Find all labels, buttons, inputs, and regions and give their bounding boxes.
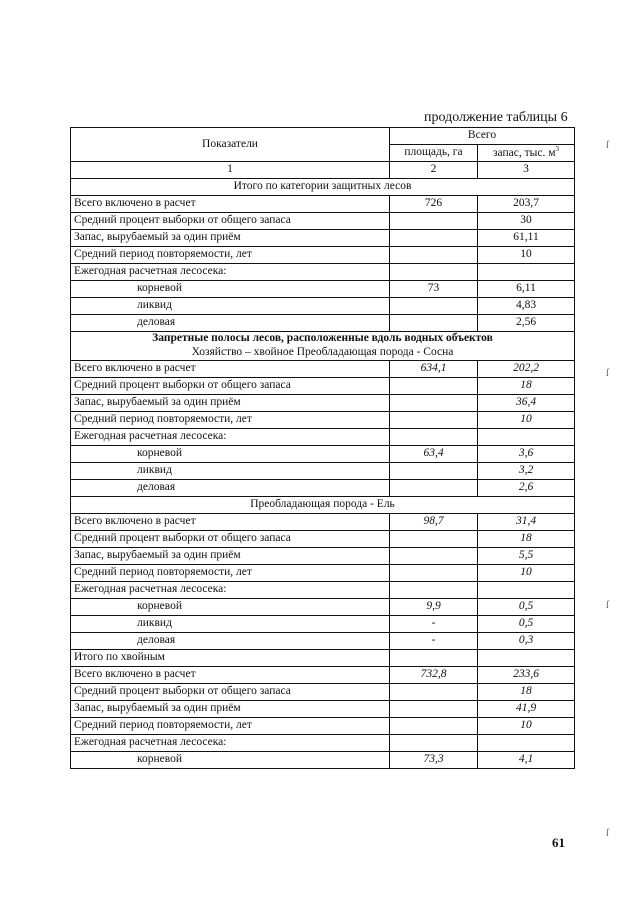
table-row — [71, 445, 575, 462]
table-row — [71, 615, 575, 632]
row-stock: 4,1 — [478, 751, 575, 768]
row-stock: 203,7 — [478, 196, 575, 213]
row-label: Средний период повторяемости, лет — [71, 247, 390, 264]
row-label: Запас, вырубаемый за один приём — [71, 547, 390, 564]
row-stock: 3,2 — [478, 462, 575, 479]
row-area — [390, 530, 478, 547]
row-stock: 0,5 — [478, 598, 575, 615]
table-row — [71, 298, 575, 315]
row-area — [390, 734, 478, 751]
row-stock: 10 — [478, 717, 575, 734]
table-row — [71, 377, 575, 394]
row-stock — [478, 734, 575, 751]
row-label: Всего включено в расчет — [71, 360, 390, 377]
row-area: 63,4 — [390, 445, 478, 462]
row-stock: 2,6 — [478, 479, 575, 496]
table-row — [71, 564, 575, 581]
row-area: 73 — [390, 281, 478, 298]
row-label: Ежегодная расчетная лесосека: — [71, 581, 390, 598]
section-title: Итого по хвойным — [71, 649, 390, 666]
row-area — [390, 564, 478, 581]
row-area — [390, 377, 478, 394]
row-area — [390, 700, 478, 717]
table-row — [71, 632, 575, 649]
row-area: 634,1 — [390, 360, 478, 377]
row-stock: 202,2 — [478, 360, 575, 377]
scan-mark: ſ — [606, 368, 609, 379]
row-area: - — [390, 632, 478, 649]
column-number-1: 1 — [71, 162, 390, 179]
row-label: Средний процент выборки от общего запаса — [71, 213, 390, 230]
row-label: Средний период повторяемости, лет — [71, 717, 390, 734]
row-label: Средний процент выборки от общего запаса — [71, 377, 390, 394]
row-stock: 10 — [478, 411, 575, 428]
row-stock — [478, 649, 575, 666]
table-row — [71, 683, 575, 700]
row-area — [390, 411, 478, 428]
row-area — [390, 462, 478, 479]
table-row — [71, 751, 575, 768]
column-header-indicator: Показатели — [71, 128, 390, 162]
scan-mark: ſ — [606, 828, 609, 839]
row-area — [390, 428, 478, 445]
table-row — [71, 264, 575, 281]
row-label: Ежегодная расчетная лесосека: — [71, 734, 390, 751]
row-area — [390, 230, 478, 247]
row-area — [390, 547, 478, 564]
row-stock: 3,6 — [478, 445, 575, 462]
row-area — [390, 247, 478, 264]
row-stock — [478, 428, 575, 445]
row-stock: 6,11 — [478, 281, 575, 298]
section-row — [71, 649, 575, 666]
stock-label: запас, тыс. м — [493, 147, 556, 160]
row-area: 73,3 — [390, 751, 478, 768]
row-area — [390, 264, 478, 281]
row-stock: 30 — [478, 213, 575, 230]
table-row — [71, 598, 575, 615]
row-area — [390, 315, 478, 332]
row-area — [390, 649, 478, 666]
page-number: 61 — [552, 835, 565, 850]
row-label: Средний процент выборки от общего запаса — [71, 683, 390, 700]
table-row — [71, 717, 575, 734]
table-row — [71, 479, 575, 496]
column-header-total: Всего — [390, 128, 575, 145]
row-area: 726 — [390, 196, 478, 213]
row-label: Ежегодная расчетная лесосека: — [71, 264, 390, 281]
row-label: Средний период повторяемости, лет — [71, 411, 390, 428]
row-label: корневой — [71, 751, 390, 768]
row-stock: 41,9 — [478, 700, 575, 717]
row-area — [390, 213, 478, 230]
row-stock — [478, 264, 575, 281]
row-stock: 10 — [478, 564, 575, 581]
row-stock: 0,3 — [478, 632, 575, 649]
forest-data-table — [70, 127, 575, 769]
row-stock: 2,56 — [478, 315, 575, 332]
scan-mark: ſ — [606, 600, 609, 611]
section-title: Итого по категории защитных лесов — [71, 179, 575, 196]
table-row — [71, 411, 575, 428]
row-stock: 10 — [478, 247, 575, 264]
row-area — [390, 479, 478, 496]
table-row — [71, 196, 575, 213]
row-label: Всего включено в расчет — [71, 196, 390, 213]
row-stock: 0,5 — [478, 615, 575, 632]
stock-unit-superscript: 3 — [555, 145, 559, 154]
row-label: деловая — [71, 632, 390, 649]
row-label: корневой — [71, 445, 390, 462]
row-area: 9,9 — [390, 598, 478, 615]
table-row — [71, 394, 575, 411]
table-row — [71, 462, 575, 479]
row-stock: 18 — [478, 377, 575, 394]
section-row — [71, 179, 575, 196]
row-stock: 233,6 — [478, 666, 575, 683]
table-row — [71, 734, 575, 751]
row-label: Средний процент выборки от общего запаса — [71, 530, 390, 547]
table-row — [71, 281, 575, 298]
table-row — [71, 666, 575, 683]
row-label: деловая — [71, 479, 390, 496]
row-area: - — [390, 615, 478, 632]
row-label: Ежегодная расчетная лесосека: — [71, 428, 390, 445]
table-row — [71, 547, 575, 564]
row-stock: 18 — [478, 683, 575, 700]
row-label: Всего включено в расчет — [71, 666, 390, 683]
row-area — [390, 298, 478, 315]
section-row — [71, 332, 575, 361]
section-title-line2: Хозяйство – хвойное Преобладающая порода - Сосна — [191, 345, 454, 358]
row-label: корневой — [71, 598, 390, 615]
row-area — [390, 581, 478, 598]
row-area: 98,7 — [390, 513, 478, 530]
section-title — [71, 332, 575, 361]
row-label: ликвид — [71, 462, 390, 479]
table-row — [71, 428, 575, 445]
column-number-row — [71, 162, 575, 179]
column-header-area: площадь, га — [390, 145, 478, 162]
scan-mark: ſ — [606, 140, 609, 151]
table-row — [71, 700, 575, 717]
row-stock — [478, 581, 575, 598]
row-label: Запас, вырубаемый за один приём — [71, 394, 390, 411]
table-row — [71, 213, 575, 230]
column-header-stock — [478, 145, 575, 162]
table-row — [71, 360, 575, 377]
table-row — [71, 513, 575, 530]
row-label: ликвид — [71, 298, 390, 315]
section-title-line1: Запретные полосы лесов, расположенные вдоль водных объектов — [152, 332, 493, 344]
row-label: деловая — [71, 315, 390, 332]
table-row — [71, 247, 575, 264]
table-row — [71, 230, 575, 247]
row-label: Запас, вырубаемый за один приём — [71, 700, 390, 717]
row-stock: 4,83 — [478, 298, 575, 315]
section-row — [71, 496, 575, 513]
row-label: Запас, вырубаемый за один приём — [71, 230, 390, 247]
table-row — [71, 530, 575, 547]
row-stock: 5,5 — [478, 547, 575, 564]
row-label: Средний период повторяемости, лет — [71, 564, 390, 581]
row-label: корневой — [71, 281, 390, 298]
row-area — [390, 717, 478, 734]
row-stock: 61,11 — [478, 230, 575, 247]
table-row — [71, 581, 575, 598]
header-row — [71, 128, 575, 145]
section-title: Преобладающая порода - Ель — [71, 496, 575, 513]
row-area — [390, 683, 478, 700]
row-stock: 18 — [478, 530, 575, 547]
column-number-2: 2 — [390, 162, 478, 179]
column-number-3: 3 — [478, 162, 575, 179]
row-stock: 36,4 — [478, 394, 575, 411]
table-row — [71, 315, 575, 332]
table-continuation-caption: продолжение таблицы 6 — [424, 110, 568, 125]
row-stock: 31,4 — [478, 513, 575, 530]
row-area: 732,8 — [390, 666, 478, 683]
row-label: Всего включено в расчет — [71, 513, 390, 530]
row-label: ликвид — [71, 615, 390, 632]
row-area — [390, 394, 478, 411]
